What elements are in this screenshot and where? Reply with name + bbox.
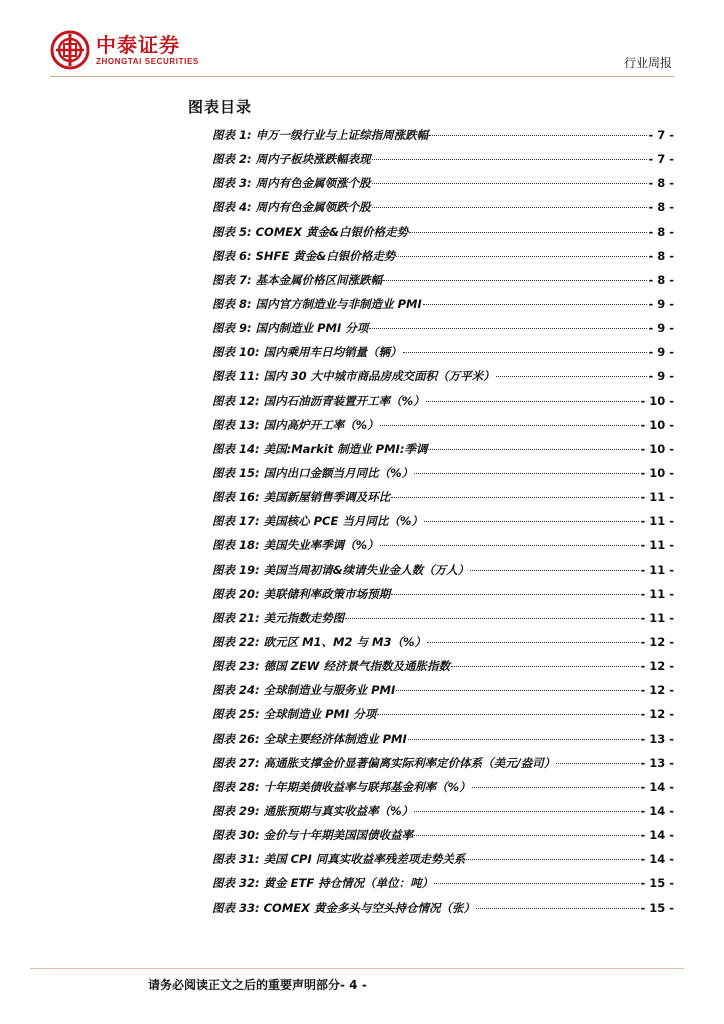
toc-entry-label: 图表 31: 美国 CPI 同真实收益率残差项走势关系 [212,852,466,867]
toc-entry-page: - 10 - [640,393,674,408]
toc-entry-page: - 10 - [640,465,674,480]
footer-divider [30,968,684,969]
toc-dot-leader [391,497,639,498]
toc-entry[interactable] [212,489,674,513]
toc-entry-label: 图表 19: 美国当周初请&续请失业金人数（万人） [212,562,470,577]
toc-entry-page: - 13 - [640,755,674,770]
toc-entry-page: - 10 - [640,441,674,456]
toc-dot-leader [380,425,640,426]
toc-entry[interactable] [212,175,674,199]
toc-entry-page: - 11 - [640,538,674,553]
toc-entry[interactable] [212,586,674,610]
toc-dot-leader [556,763,639,764]
toc-entry[interactable] [212,731,674,755]
toc-entry-label: 图表 5: COMEX 黄金&白银价格走势 [212,224,409,239]
toc-entry-page: - 9 - [648,369,674,384]
toc-dot-leader [414,473,639,474]
toc-entry[interactable] [212,562,674,586]
company-logo [50,28,220,72]
toc-dot-leader [396,690,639,691]
toc-dot-leader [409,232,647,233]
toc-entry[interactable] [212,875,674,899]
toc-entry-label: 图表 14: 美国:Markit 制造业 PMI:季调 [212,441,428,456]
logo-text [96,33,199,67]
footer-notice-text: 请务必阅读正文之后的重要声明部分 [148,978,341,992]
toc-entry-page: - 15 - [640,876,674,891]
company-name-en: ZHONGTAI SECURITIES [96,57,199,66]
toc-entry[interactable] [212,344,674,368]
toc-dot-leader [403,352,648,353]
toc-entry-label: 图表 13: 国内高炉开工率（%） [212,417,379,432]
toc-entry-page: - 11 - [640,610,674,625]
toc-entry-page: - 12 - [640,634,674,649]
toc-entry-label: 图表 15: 国内出口金额当月同比（%） [212,465,414,480]
toc-entry-label: 图表 26: 全球主要经济体制造业 PMI [212,731,407,746]
toc-dot-leader [466,859,639,860]
toc-entry-label: 图表 6: SHFE 黄金&白银价格走势 [212,248,396,263]
toc-entry-label: 图表 8: 国内官方制造业与非制造业 PMI [212,296,422,311]
toc-entry-page: - 11 - [640,562,674,577]
toc-dot-leader [426,401,640,402]
toc-entry-page: - 14 - [640,828,674,843]
footer-notice [148,976,367,993]
toc-entry[interactable] [212,151,674,175]
toc-entry[interactable] [212,272,674,296]
toc-entry[interactable] [212,417,674,441]
toc-entry-label: 图表 20: 美联储利率政策市场预期 [212,586,391,601]
toc-entry-label: 图表 4: 周内有色金属领跌个股 [212,200,371,215]
toc-dot-leader [369,328,647,329]
toc-dot-leader [414,811,639,812]
toc-entry[interactable] [212,368,674,392]
toc-entry-label: 图表 33: COMEX 黄金多头与空头持仓情况（张） [212,900,475,915]
toc-entry-page: - 12 - [640,659,674,674]
toc-dot-leader [372,207,648,208]
toc-entry[interactable] [212,803,674,827]
toc-entry-label: 图表 16: 美国新屋销售季调及环比 [212,490,391,505]
toc-entry[interactable] [212,513,674,537]
toc-entry[interactable] [212,610,674,634]
toc-dot-leader [391,594,639,595]
toc-entry-label: 图表 24: 全球制造业与服务业 PMI [212,683,396,698]
toc-title: 图表目录 [188,98,253,116]
toc-entry[interactable] [212,537,674,561]
toc-dot-leader [470,570,639,571]
toc-entry-page: - 11 - [640,586,674,601]
toc-dot-leader [476,908,639,909]
toc-entry[interactable] [212,827,674,851]
toc-entry-page: - 12 - [640,707,674,722]
toc-entry-label: 图表 21: 美元指数走势图 [212,610,345,625]
toc-entry-label: 图表 32: 黄金 ETF 持仓情况（单位：吨） [212,876,434,891]
toc-entry-page: - 8 - [648,248,674,263]
toc-entry-label: 图表 27: 高通胀支撑金价显著偏离实际利率定价体系（美元/盎司） [212,755,556,770]
toc-entry-label: 图表 11: 国内 30 大中城市商品房成交面积（万平米） [212,369,495,384]
toc-dot-leader [423,304,648,305]
toc-entry-page: - 9 - [648,296,674,311]
toc-list [212,127,674,924]
toc-entry[interactable] [212,127,674,151]
toc-entry-page: - 8 - [648,272,674,287]
toc-entry-page: - 7 - [648,128,674,142]
toc-entry[interactable] [212,393,674,417]
toc-dot-leader [424,521,640,522]
toc-entry-label: 图表 30: 金价与十年期美国国债收益率 [212,828,414,843]
toc-dot-leader [345,618,639,619]
toc-entry-label: 图表 17: 美国核心 PCE 当月同比（%） [212,514,423,529]
toc-dot-leader [377,714,639,715]
toc-dot-leader [434,883,639,884]
toc-entry[interactable] [212,199,674,223]
toc-entry[interactable] [212,658,674,682]
toc-dot-leader [451,666,639,667]
toc-entry-label: 图表 25: 全球制造业 PMI 分项 [212,707,377,722]
toc-entry-page: - 9 - [648,321,674,336]
toc-entry-page: - 10 - [640,417,674,432]
toc-entry-label: 图表 2: 周内子板块涨跌幅表现 [212,152,371,167]
toc-entry-label: 图表 7: 基本金属价格区间涨跌幅 [212,272,383,287]
toc-entry[interactable] [212,320,674,344]
toc-entry-page: - 13 - [640,731,674,746]
toc-entry-page: - 15 - [640,900,674,915]
toc-entry-page: - 8 - [648,176,674,191]
toc-dot-leader [414,835,639,836]
toc-entry-page: - 14 - [640,852,674,867]
toc-dot-leader [408,739,640,740]
toc-entry-page: - 7 - [648,152,674,167]
toc-entry-page: - 14 - [640,803,674,818]
toc-entry-label: 图表 18: 美国失业率季调（%） [212,538,379,553]
toc-entry[interactable] [212,248,674,272]
toc-entry-label: 图表 10: 国内乘用车日均销量（辆） [212,345,402,360]
toc-entry[interactable] [212,296,674,320]
toc-entry-page: - 12 - [640,683,674,698]
toc-entry[interactable] [212,634,674,658]
document-type: 行业周报 [623,56,672,70]
toc-entry-label: 图表 9: 国内制造业 PMI 分项 [212,321,369,336]
toc-entry-page: - 9 - [648,345,674,360]
toc-entry-label: 图表 12: 国内石油沥青装置开工率（%） [212,393,425,408]
toc-dot-leader [372,183,648,184]
toc-entry[interactable] [212,755,674,779]
toc-entry-page: - 14 - [640,779,674,794]
header-divider [50,76,674,77]
toc-entry-label: 图表 22: 欧元区 M1、M2 与 M3（%） [212,634,426,649]
toc-entry[interactable] [212,900,674,924]
toc-entry[interactable] [212,682,674,706]
toc-entry[interactable] [212,441,674,465]
zhongtai-logo-icon [50,30,90,70]
toc-dot-leader [380,545,640,546]
toc-entry-page: - 8 - [648,200,674,215]
toc-entry[interactable] [212,851,674,875]
toc-entry-label: 图表 29: 通胀预期与真实收益率（%） [212,803,414,818]
toc-dot-leader [472,787,640,788]
toc-entry-label: 图表 1: 申万一级行业与上证综指周涨跌幅 [212,128,429,142]
toc-entry-page: - 11 - [640,514,674,529]
toc-entry-label: 图表 3: 周内有色金属领涨个股 [212,176,371,191]
toc-entry[interactable] [212,706,674,730]
footer-page-number: - 4 - [340,978,367,992]
toc-dot-leader [428,449,639,450]
toc-dot-leader [372,159,648,160]
toc-entry[interactable] [212,465,674,489]
toc-entry[interactable] [212,224,674,248]
toc-entry-page: - 11 - [640,490,674,505]
toc-dot-leader [496,376,648,377]
toc-entry[interactable] [212,779,674,803]
toc-entry-page: - 8 - [648,224,674,239]
toc-entry-label: 图表 28: 十年期美债收益率与联邦基金利率（%） [212,779,471,794]
toc-dot-leader [429,135,647,136]
toc-dot-leader [396,256,647,257]
toc-dot-leader [383,280,647,281]
company-name-cn: 中泰证券 [96,33,180,57]
toc-entry-label: 图表 23: 德国 ZEW 经济景气指数及通胀指数 [212,659,450,674]
toc-dot-leader [427,642,639,643]
